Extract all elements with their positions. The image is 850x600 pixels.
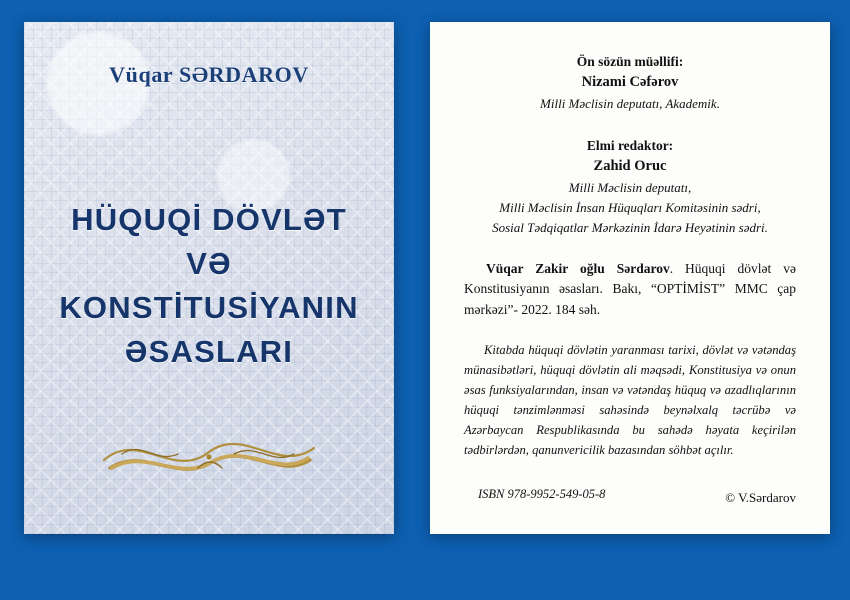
cover-title-line-3: ƏSASLARI [124,334,294,370]
cover-title-line-1: HÜQUQİ DÖVLƏT VƏ [71,202,347,282]
book-annotation: Kitabda hüquqi dövlətin yaranması tarixi, dövlət və vətəndaş münasibətləri, hüquqi dövlətin ali məqsədi, Konstitusiya və onun əsas funksiyalarından, insan və vətəndaş hüquq və azadlıqlarının hüquqi tənzimlənməsi sahəsində beynəlxalq təcrübə və Azərbaycan Respublikasında bu sahədə həyata keçirilən tədbirlərdən, qanunvericilik bazasından söhbət açılır. [464,343,796,457]
editor-title-line-1: Milli Məclisin deputatı, [568,180,692,196]
foreword-label: Ön sözün müəllifi: [576,54,684,69]
editor-title-line-3: Sosial Tədqiqatlar Mərkəzinin İdarə Heyətinin sədri. [492,220,768,236]
cover-author-name: Vüqar SƏRDAROV [109,62,309,87]
copyright-line: © V.Sərdarov [725,490,796,505]
editor-name: Zahid Oruc [593,158,667,175]
bibliographic-record [464,259,796,322]
biblio-details: . Hüquqi dövlət və Konstitusiyanın əsasları. Bakı, “OPTİMİST” MMC çap mərkəzi”- 2022. 184 səh. [464,260,796,318]
cover-title-line-2: KONSTİTUSİYANIN [59,290,359,326]
spacer [464,114,796,136]
biblio-author: Vüqar Zakir oğlu Sərdarov [486,260,670,276]
editor-label: Elmi redaktor: [586,138,674,154]
foreword-author-titles: Milli Məclisin deputatı, Akademik. [540,96,720,111]
book-front-cover [24,22,394,534]
flourish-ornament-icon [94,424,324,486]
foreword-author-name: Nizami Cəfərov [581,74,679,91]
cover-title [44,198,374,374]
imprint-page [430,22,830,534]
isbn-line: ISBN 978-9952-549-05-8 [478,486,606,501]
editor-titles [464,178,796,238]
editor-title-line-2: Milli Məclisin İnsan Hüquqları Komitəsinin sədri, [499,200,761,216]
